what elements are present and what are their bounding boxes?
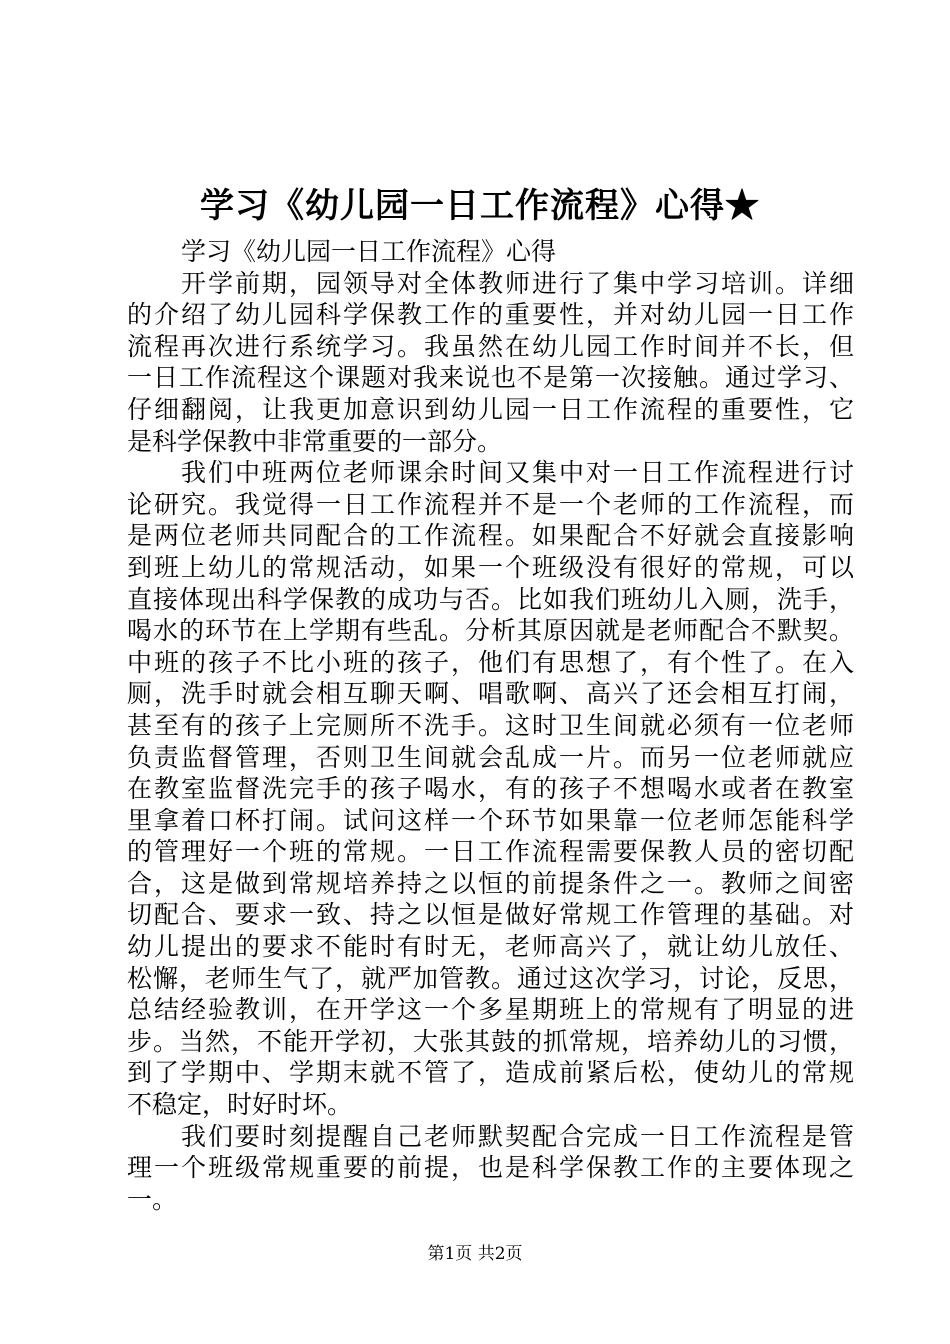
body-line: 一。	[127, 1184, 178, 1214]
body-line: 在教室监督洗完手的孩子喝水，有的孩子不想喝水或者在教室	[127, 774, 854, 804]
body-line: 喝水的环节在上学期有些乱。分析其原因就是老师配合不默契。	[127, 616, 854, 646]
body-line: 仔细翻阅，让我更加意识到幼儿园一日工作流程的重要性，它	[127, 394, 854, 424]
body-line: 到了学期中、学期末就不管了，造成前紧后松，使幼儿的常规	[127, 1058, 854, 1088]
body-line: 中班的孩子不比小班的孩子，他们有思想了，有个性了。在入	[127, 647, 854, 677]
body-line: 学习《幼儿园一日工作流程》心得	[181, 237, 557, 266]
body-line: 的管理好一个班的常规。一日工作流程需要保教人员的密切配	[127, 837, 854, 867]
body-line: 的介绍了幼儿园科学保教工作的重要性，并对幼儿园一日工作	[127, 300, 854, 330]
body-line: 松懈，老师生气了，就严加管教。通过这次学习，讨论，反思，	[127, 963, 854, 993]
body-line: 甚至有的孩子上完厕所不洗手。这时卫生间就必须有一位老师	[127, 710, 854, 740]
body-line: 合，这是做到常规培养持之以恒的前提条件之一。教师之间密	[127, 868, 854, 898]
body-line: 负责监督管理，否则卫生间就会乱成一片。而另一位老师就应	[127, 742, 854, 772]
body-line: 步。当然，不能开学初，大张其鼓的抓常规，培养幼儿的习惯，	[127, 1026, 854, 1056]
page-footer: 第1页 共2页	[427, 1244, 523, 1264]
document-title: 学习《幼儿园一日工作流程》心得★	[200, 186, 760, 226]
body-line: 是两位老师共同配合的工作流程。如果配合不好就会直接影响	[127, 521, 854, 551]
body-line: 里拿着口杯打闹。试问这样一个环节如果靠一位老师怎能科学	[127, 805, 854, 835]
body-line: 直接体现出科学保教的成功与否。比如我们班幼儿入厕，洗手，	[127, 584, 854, 614]
body-line: 开学前期，园领导对全体教师进行了集中学习培训。详细	[181, 268, 854, 298]
body-line: 一日工作流程这个课题对我来说也不是第一次接触。通过学习、	[127, 363, 854, 393]
body-line: 切配合、要求一致、持之以恒是做好常规工作管理的基础。对	[127, 900, 854, 930]
body-line: 厕，洗手时就会相互聊天啊、唱歌啊、高兴了还会相互打闹，	[127, 679, 854, 709]
body-line: 是科学保教中非常重要的一部分。	[127, 426, 503, 456]
body-line: 幼儿提出的要求不能时有时无，老师高兴了，就让幼儿放任、	[127, 932, 854, 962]
body-line: 我们要时刻提醒自己老师默契配合完成一日工作流程是管	[181, 1121, 854, 1151]
body-line: 到班上幼儿的常规活动，如果一个班级没有很好的常规，可以	[127, 552, 854, 582]
document-body	[127, 236, 854, 1215]
body-line: 论研究。我觉得一日工作流程并不是一个老师的工作流程，而	[127, 489, 854, 519]
body-line: 理一个班级常规重要的前提，也是科学保教工作的主要体现之	[127, 1153, 854, 1183]
body-line: 我们中班两位老师课余时间又集中对一日工作流程进行讨	[181, 458, 854, 488]
body-line: 流程再次进行系统学习。我虽然在幼儿园工作时间并不长，但	[127, 331, 854, 361]
body-line: 总结经验教训，在开学这一个多星期班上的常规有了明显的进	[127, 995, 854, 1025]
body-line: 不稳定，时好时坏。	[127, 1090, 353, 1120]
